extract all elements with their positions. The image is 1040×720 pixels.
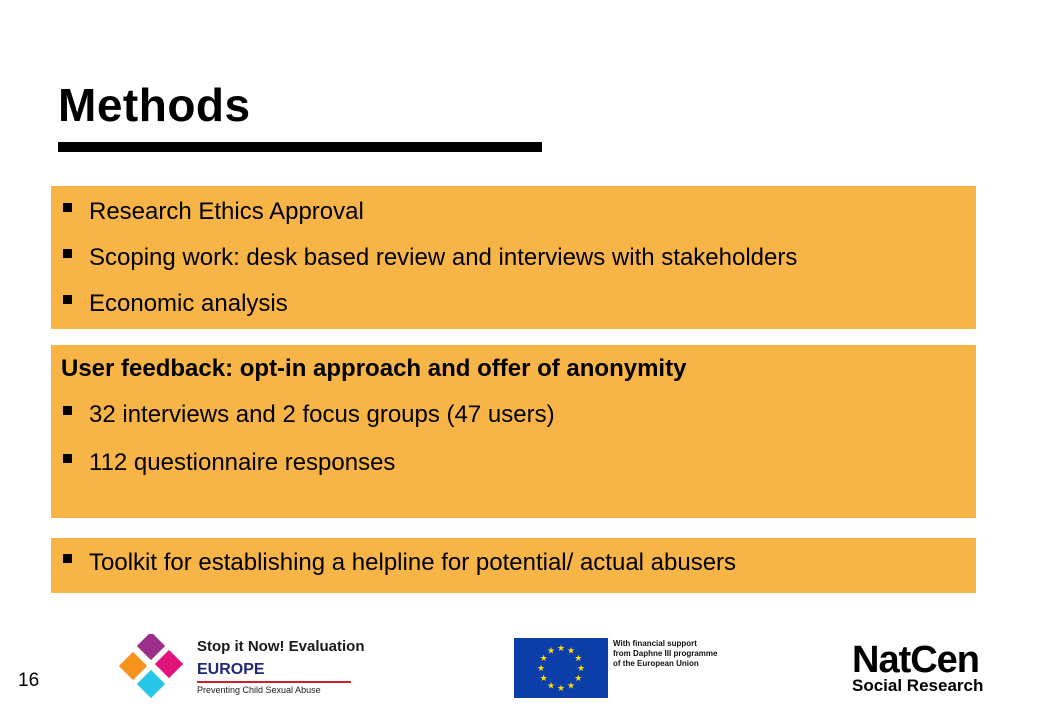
eu-star-icon: ★ bbox=[566, 645, 576, 656]
toolkit-box bbox=[51, 538, 976, 593]
bullet-square-icon bbox=[63, 203, 72, 212]
eu-flag-icon bbox=[514, 638, 608, 698]
bullet-square-icon bbox=[63, 249, 72, 258]
user-feedback-box bbox=[51, 345, 976, 518]
logo-title: Stop it Now! Evaluation bbox=[197, 638, 365, 655]
stop-it-now-logo bbox=[115, 634, 365, 702]
bullet-square-icon bbox=[63, 454, 72, 463]
bullet-text: Toolkit for establishing a helpline for potential/ actual abusers bbox=[89, 549, 737, 576]
eu-text-line: With financial support bbox=[613, 639, 697, 648]
bullet-square-icon bbox=[63, 554, 72, 563]
eu-star-icon: ★ bbox=[576, 663, 586, 673]
eu-text-line: of the European Union bbox=[613, 659, 699, 668]
page-number: 16 bbox=[18, 670, 40, 691]
bullet-square-icon bbox=[63, 295, 72, 304]
bullet-text: Research Ethics Approval bbox=[89, 198, 364, 225]
eu-star-icon: ★ bbox=[546, 645, 556, 656]
slide-title: Methods bbox=[58, 79, 251, 131]
natcen-name: NatCen bbox=[852, 639, 980, 681]
stop-it-now-mark-icon bbox=[115, 634, 191, 702]
box-heading: User feedback: opt-in approach and offer of anonymity bbox=[61, 355, 687, 382]
ethics-scoping-box bbox=[51, 186, 976, 329]
eu-star-icon: ★ bbox=[566, 680, 576, 691]
title-underline bbox=[58, 142, 542, 152]
logo-tagline: Preventing Child Sexual Abuse bbox=[197, 685, 321, 695]
logo-europe: EUROPE bbox=[197, 661, 265, 678]
bullet-text: 32 interviews and 2 focus groups (47 users) bbox=[89, 401, 555, 428]
bullet-text: 112 questionnaire responses bbox=[89, 449, 396, 476]
bullet-text: Scoping work: desk based review and interviews with stakeholders bbox=[89, 244, 798, 271]
natcen-subtitle: Social Research bbox=[852, 676, 984, 695]
eu-star-icon: ★ bbox=[574, 653, 583, 663]
eu-star-icon: ★ bbox=[536, 663, 546, 673]
eu-star-icon: ★ bbox=[539, 653, 548, 663]
bullet-text: Economic analysis bbox=[89, 290, 288, 317]
eu-star-icon: ★ bbox=[539, 673, 548, 683]
eu-star-icon: ★ bbox=[556, 643, 566, 653]
bullet-square-icon bbox=[63, 406, 72, 415]
logo-rule bbox=[197, 681, 351, 683]
eu-star-icon: ★ bbox=[574, 673, 583, 683]
eu-funding-text bbox=[613, 639, 718, 669]
eu-star-icon: ★ bbox=[556, 683, 566, 693]
eu-text-line: from Daphne III programme bbox=[613, 649, 718, 658]
eu-star-icon: ★ bbox=[546, 680, 556, 691]
